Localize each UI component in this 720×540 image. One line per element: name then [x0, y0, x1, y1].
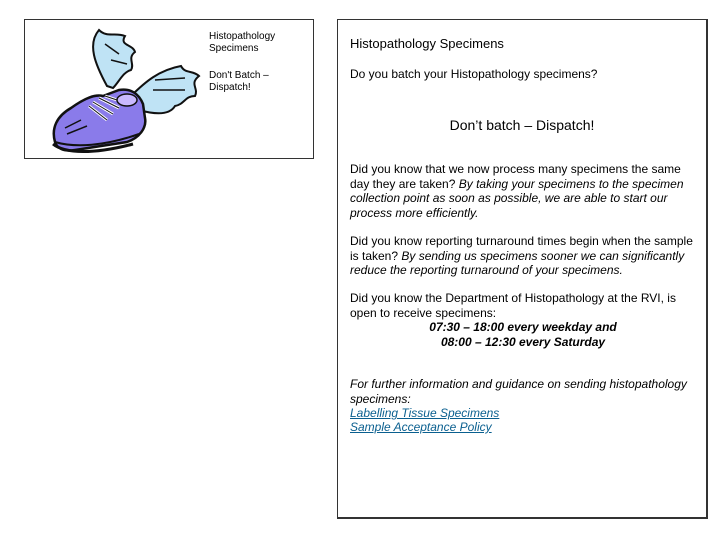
sample-acceptance-link[interactable]: Sample Acceptance Policy [350, 420, 492, 434]
paragraph-same-day [350, 162, 696, 220]
hours-saturday: 08:00 – 12:30 every Saturday [440, 335, 606, 349]
content-panel [337, 19, 708, 519]
paragraph-turnaround-plain: Did you know reporting turnaround times begin when the sample is taken? [350, 234, 693, 263]
labelling-tissue-link[interactable]: Labelling Tissue Specimens [350, 406, 500, 420]
paragraph-same-day-plain: Did you know that we now process many specimens the same day they are taken? [350, 162, 681, 191]
slogan-heading: Don’t batch – Dispatch! [449, 117, 595, 133]
paragraph-turnaround-italic: By sending us specimens sooner we can significantly reduce the reporting turnaround of your specimens. [350, 248, 685, 277]
batch-question: Do you batch your Histopathology specimens? [350, 67, 598, 81]
sneaker-icon [53, 90, 145, 152]
hours-weekday: 07:30 – 18:00 every weekday and [429, 320, 617, 334]
thumbnail-subtitle: Don't Batch – Dispatch! [209, 70, 269, 93]
paragraph-same-day-italic: By taking your specimens to the specimen collection point as soon as possible, we are able to start our process more efficiently. [350, 176, 684, 220]
page-title: Histopathology Specimens [350, 36, 504, 51]
winged-shoe-image [35, 24, 215, 158]
paragraph-turnaround [350, 234, 696, 278]
further-info: For further information and guidance on sending histopathology specimens: [350, 377, 687, 406]
paragraph-opening: Did you know the Department of Histopathology at the RVI, is open to receive specimens: [350, 291, 676, 320]
slide-thumbnail[interactable] [24, 19, 314, 159]
thumbnail-title: Histopathology Specimens [209, 31, 276, 54]
